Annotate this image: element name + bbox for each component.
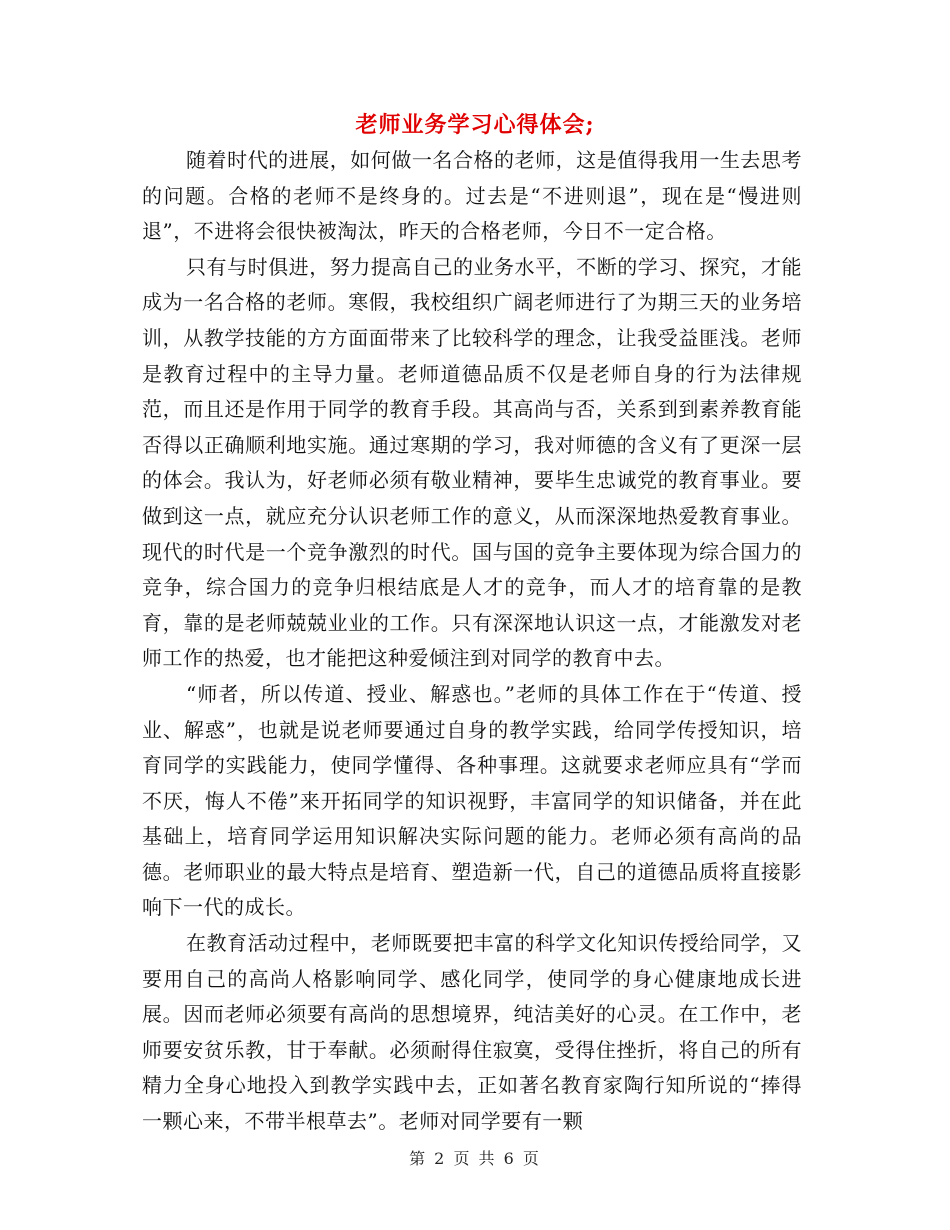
page-footer: 第 2 页 共 6 页 bbox=[409, 1149, 541, 1168]
paragraph-2: 只有与时俱进，努力提高自己的业务水平，不断的学习、探究，才能成为一名合格的老师。寒假，我校组织广阔老师进行了为期三天的业务培训，从教学技能的方方面面带来了比较科学的理念，让我受益匪浅。老师是教育过程中的主导力量。老师道德品质不仅是老师自身的行为法律规范，而且还是作用于同学的教育手段。其高尚与否，关系到到素养教育能否得以正确顺利地实施。通过寒期的学习，我对师德的含义有了更深一层的体会。我认为，好老师必须有敬业精神，要毕生忠诚党的教育事业。要做到这一点，就应充分认识老师工作的意义，从而深深地热爱教育事业。现代的时代是一个竞争激烈的时代。国与国的竞争主要体现为综合国力的竞争，综合国力的竞争归根结底是人才的竞争，而人才的培育靠的是教育，靠的是老师兢兢业业的工作。只有深深地认识这一点，才能激发对老师工作的热爱，也才能把这种爱倾注到对同学的教育中去。 bbox=[142, 254, 802, 671]
paragraph-4: 在教育活动过程中，老师既要把丰富的科学文化知识传授给同学，又要用自己的高尚人格影响同学、感化同学，使同学的身心健康地成长进展。因而老师必须要有高尚的思想境界，纯洁美好的心灵。在工作中，老师要安贫乐教，甘于奉献。必须耐得住寂寞，受得住挫折，将自己的所有精力全身心地投入到教学实践中去，正如著名教育家陶行知所说的“捧得一颗心来，不带半根草去”。老师对同学要有一颗 bbox=[142, 931, 802, 1134]
paragraph-1: 随着时代的进展，如何做一名合格的老师，这是值得我用一生去思考的问题。合格的老师不是终身的。过去是“不进则退”，现在是“慢进则退”，不进将会很快被淘汰，昨天的合格老师，今日不一定合格。 bbox=[142, 148, 802, 244]
document-title: 老师业务学习心得体会; bbox=[355, 112, 595, 138]
document-body bbox=[142, 143, 802, 1140]
paragraph-3: “师者，所以传道、授业、解惑也。”老师的具体工作在于“传道、授业、解惑”，也就是说老师要通过自身的教学实践，给同学传授知识，培育同学的实践能力，使同学懂得、各种事理。这就要求老师应具有“学而不厌，悔人不倦”来开拓同学的知识视野，丰富同学的知识储备，并在此基础上，培育同学运用知识解决实际问题的能力。老师必须有高尚的品德。老师职业的最大特点是培育、塑造新一代，自己的道德品质将直接影响下一代的成长。 bbox=[142, 681, 802, 920]
